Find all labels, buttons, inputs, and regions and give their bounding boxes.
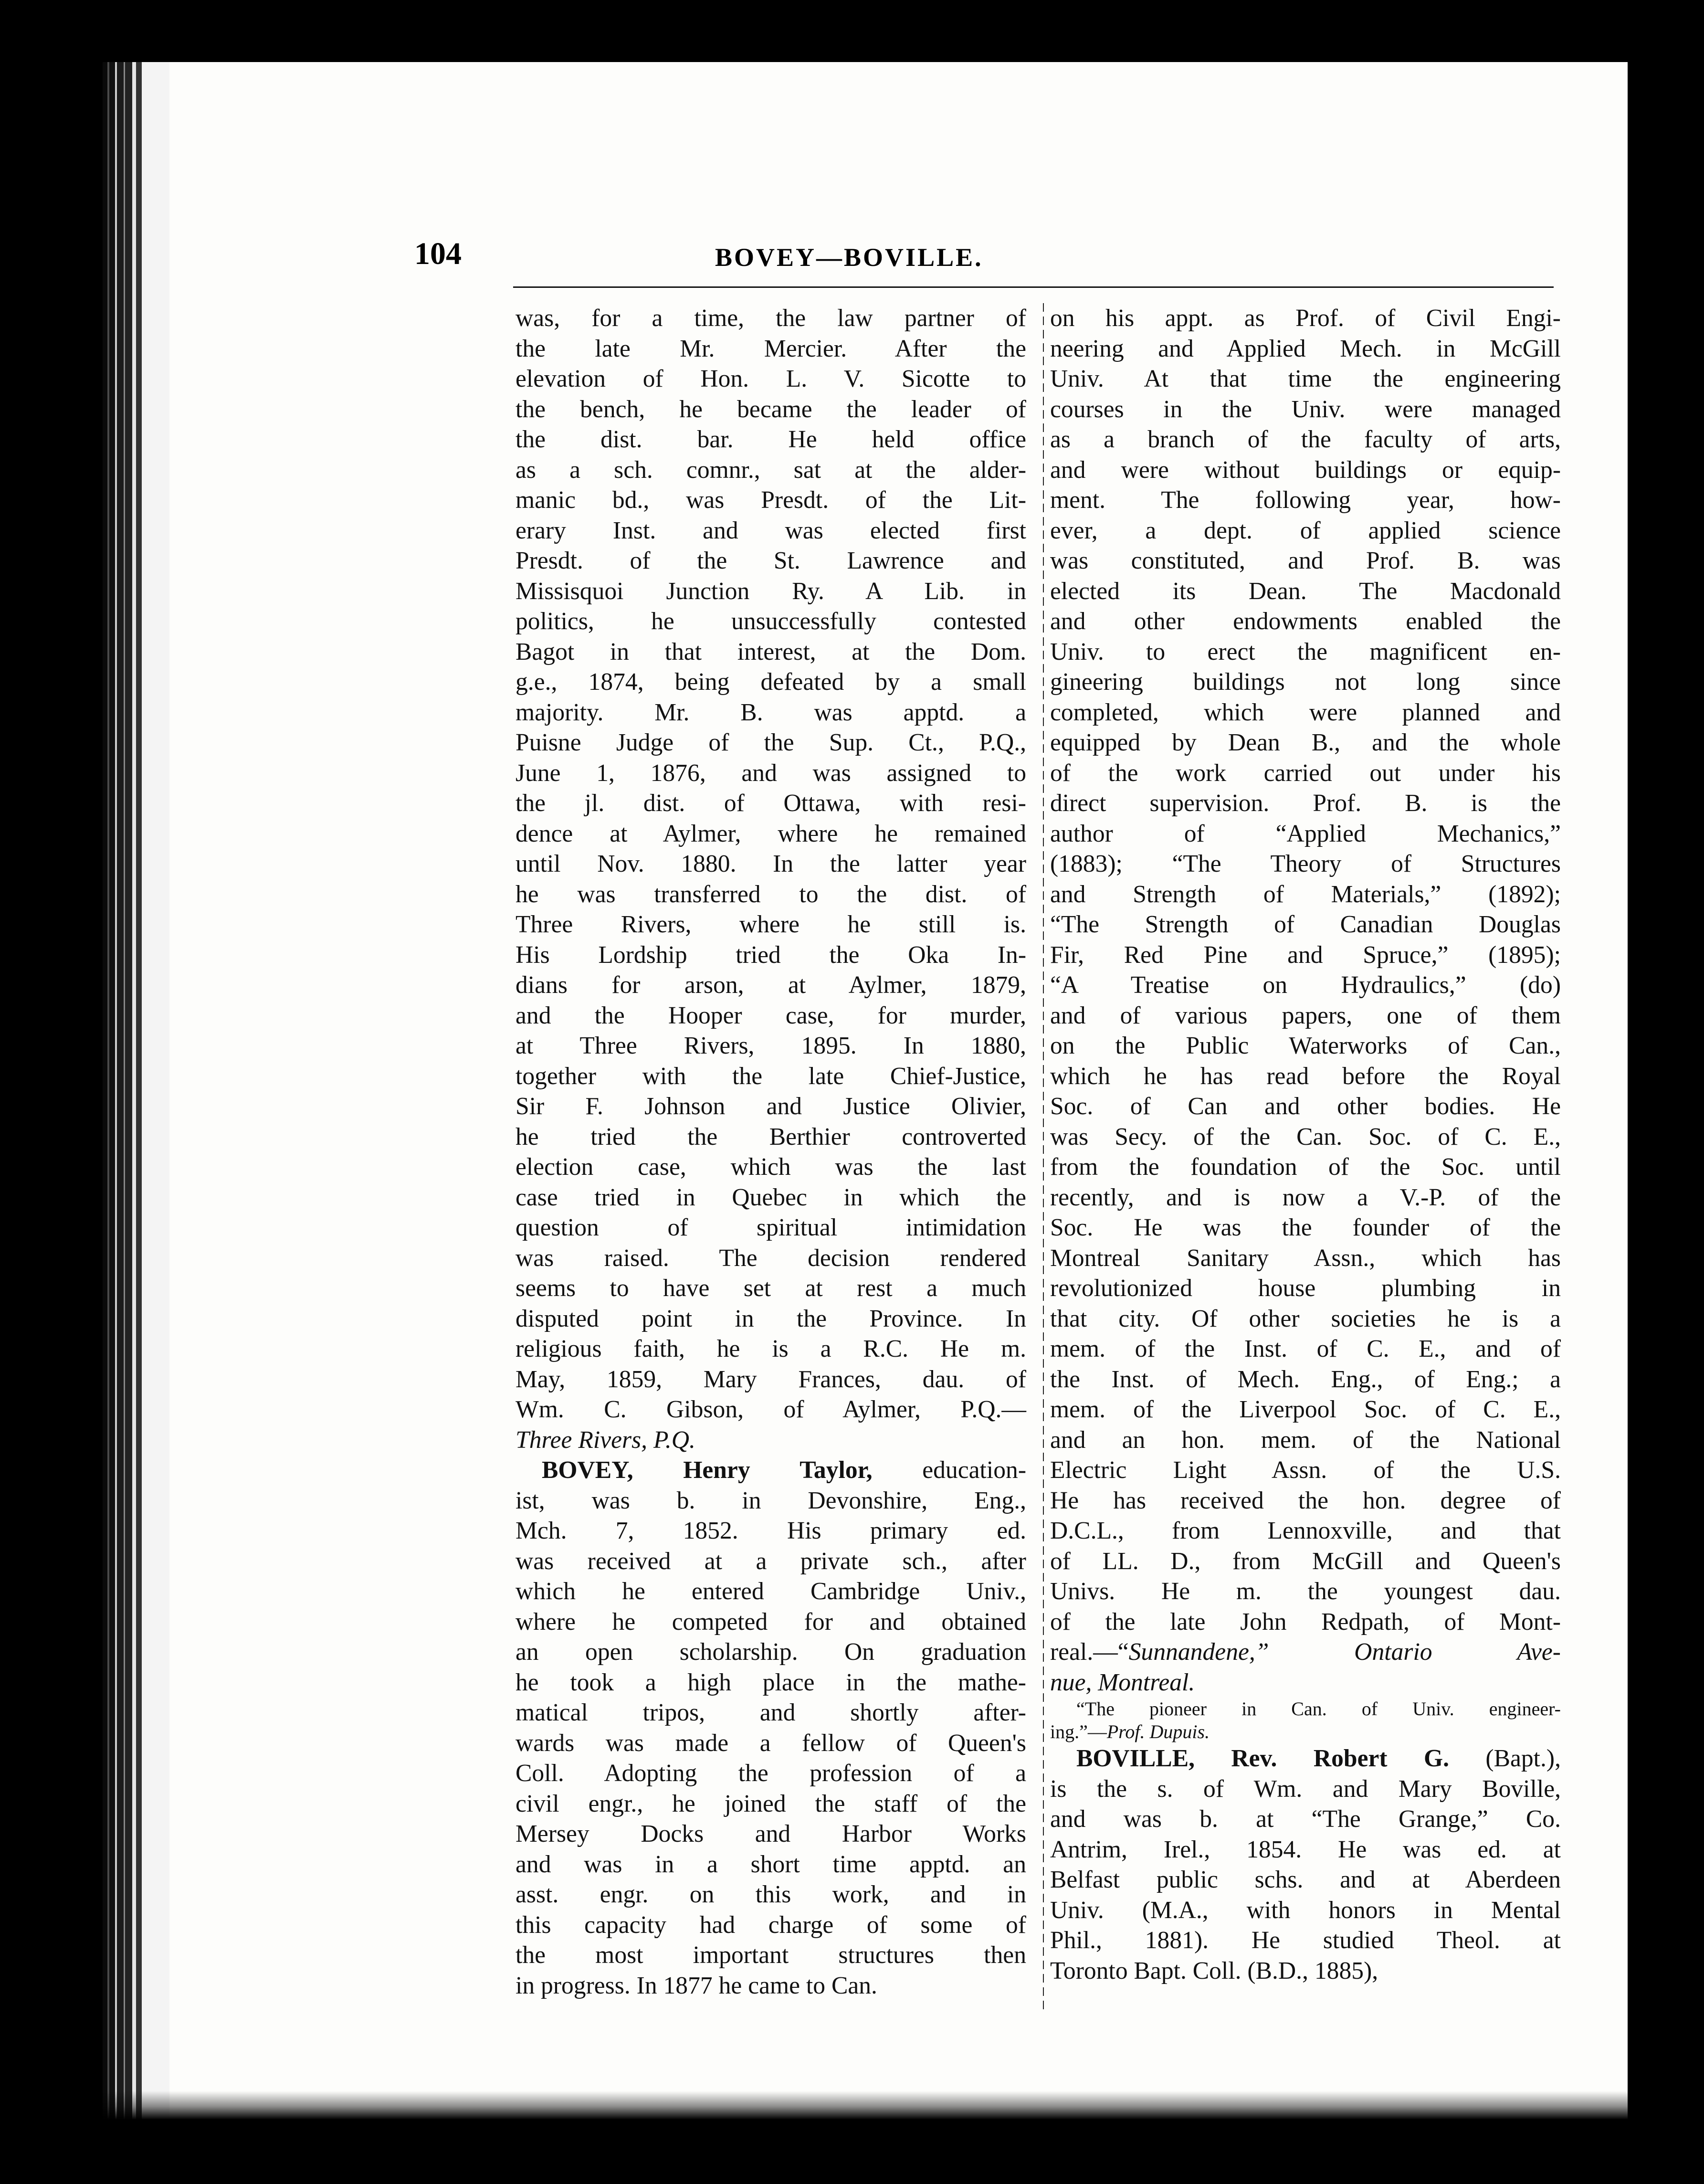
line-text: (1883); “The Theory of Structures [1050,850,1561,877]
entry-name: BOVILLE, Rev. Robert G. [1076,1745,1449,1772]
line-text: that city. Of other societies he is a [1050,1305,1561,1332]
text-line [1050,1637,1561,1667]
line-text: Three Rivers, P.Q. [515,1426,695,1454]
line-text: g.e., 1874, being defeated by a small [515,668,1026,696]
line-text: of the late John Redpath, of Mont- [1050,1608,1561,1635]
text-line [1050,1804,1561,1835]
line-text: Univ. At that time the engineering [1050,365,1561,392]
line-text: Bagot in that interest, at the Dom. [515,638,1026,665]
line-text: Three Rivers, where he still is. [515,911,1026,938]
text-line [1050,667,1561,697]
line-text: ment. The following year, how- [1050,486,1561,514]
line-text: Wm. C. Gibson, of Aylmer, P.Q.— [515,1396,1026,1423]
line-text: an open scholarship. On graduation [515,1638,1026,1666]
text-line [1050,1243,1561,1274]
line-text: equipped by Dean B., and the whole [1050,729,1561,756]
line-text: and was b. at “The Grange,” Co. [1050,1805,1561,1833]
line-text-italic: Prof. Dupuis. [1106,1721,1210,1742]
running-head: BOVEY—BOVILLE. [715,243,983,272]
line-text: Presdt. of the St. Lawrence and [515,547,1026,574]
line-text: Missisquoi Junction Ry. A Lib. in [515,577,1026,605]
text-line [515,1698,1026,1728]
line-text: Puisne Judge of the Sup. Ct., P.Q., [515,729,1026,756]
entry-text: (Bapt.), [1449,1745,1561,1772]
line-text: Montreal Sanitary Assn., which has [1050,1244,1561,1272]
text-line [1050,1061,1561,1092]
line-text: and an hon. mem. of the National [1050,1426,1561,1454]
line-text: mem. of the Liverpool Soc. of C. E., [1050,1396,1561,1423]
line-text: on the Public Waterworks of Can., [1050,1032,1561,1059]
text-line [515,1546,1026,1577]
line-text: of LL. D., from McGill and Queen's [1050,1547,1561,1575]
text-line [515,1425,1026,1456]
text-line [515,1182,1026,1213]
line-text: D.C.L., from Lennoxville, and that [1050,1517,1561,1544]
line-text: and other endowments enabled the [1050,608,1561,635]
line-text: “The Strength of Canadian Douglas [1050,911,1561,938]
line-text: he tried the Berthier controverted [515,1123,1026,1150]
line-text: and were without buildings or equip- [1050,456,1561,484]
text-line [515,1667,1026,1698]
line-text: and Strength of Materials,” (1892); [1050,880,1561,908]
text-line [515,1910,1026,1941]
text-line [515,1879,1026,1910]
text-line [1050,1394,1561,1425]
line-text: ist, was b. in Devonshire, Eng., [515,1487,1026,1514]
line-text: Soc. He was the founder of the [1050,1214,1561,1241]
text-line [515,697,1026,728]
text-line [1050,1455,1561,1486]
line-text: completed, which were planned and [1050,698,1561,726]
line-text: of the work carried out under his [1050,759,1561,787]
line-text: in progress. In 1877 he came to Can. [515,1972,877,1999]
line-text: together with the late Chief-Justice, [515,1062,1026,1090]
line-text-italic: Sunnandene,” Ontario Ave- [1128,1638,1561,1666]
text-line [515,1728,1026,1759]
text-line [1050,455,1561,485]
line-text: ever, a dept. of applied science [1050,517,1561,544]
line-text: which he entered Cambridge Univ., [515,1578,1026,1605]
scan-bottom-edge [103,2091,1628,2120]
line-text: question of spiritual intimidation [515,1214,1026,1241]
book-page [103,62,1628,2120]
line-text: is the s. of Wm. and Mary Boville, [1050,1775,1561,1803]
line-text: was received at a private sch., after [515,1547,1026,1575]
line-text: Univ. (M.A., with honors in Mental [1050,1896,1561,1924]
text-line [515,606,1026,637]
text-line [515,1213,1026,1243]
page-header [414,177,1577,272]
line-text: was Secy. of the Can. Soc. of C. E., [1050,1123,1561,1150]
line-text: Toronto Bapt. Coll. (B.D., 1885), [1050,1957,1378,1984]
text-line [1050,1576,1561,1607]
line-text: Belfast public schs. and at Aberdeen [1050,1866,1561,1893]
text-line [1050,394,1561,425]
line-text: the most important structures then [515,1941,1026,1969]
line-text: Phil., 1881). He studied Theol. at [1050,1927,1561,1954]
text-line [515,394,1026,425]
text-line [515,1122,1026,1152]
text-line [515,637,1026,667]
line-text: gineering buildings not long since [1050,668,1561,696]
text-line [515,303,1026,334]
text-line [1050,1774,1561,1804]
line-text: wards was made a fellow of Queen's [515,1729,1026,1757]
text-line [515,1364,1026,1395]
text-line [1050,940,1561,971]
text-line [515,909,1026,940]
text-line [515,1849,1026,1880]
text-line [515,1152,1026,1182]
text-line [515,1516,1026,1546]
line-text: he was transferred to the dist. of [515,880,1026,908]
text-line [1050,1364,1561,1395]
line-text: Antrim, Irel., 1854. He was ed. at [1050,1836,1561,1863]
text-line [515,1304,1026,1334]
line-text: nue, Montreal. [1050,1668,1195,1696]
text-line [1050,576,1561,607]
line-text: mem. of the Inst. of C. E., and of [1050,1335,1561,1362]
line-text: courses in the Univ. were managed [1050,395,1561,423]
text-line [515,1971,1026,2001]
line-text: disputed point in the Province. In [515,1305,1026,1332]
text-line [515,970,1026,1001]
line-text: as a branch of the faculty of arts, [1050,426,1561,453]
left-column [515,303,1026,2001]
text-line [1050,697,1561,728]
line-text: ing.”— [1050,1721,1107,1742]
text-line [515,788,1026,819]
line-text: neering and Applied Mech. in McGill [1050,335,1561,362]
line-text: from the foundation of the Soc. until [1050,1153,1561,1181]
line-text: elected its Dean. The Macdonald [1050,577,1561,605]
page-number: 104 [414,236,462,271]
line-text: “A Treatise on Hydraulics,” (do) [1050,971,1561,999]
line-text: which he has read before the Royal [1050,1062,1561,1090]
line-text: the dist. bar. He held office [515,426,1026,453]
line-text: Mch. 7, 1852. His primary ed. [515,1517,1026,1544]
line-text: asst. engr. on this work, and in [515,1881,1026,1908]
line-text: dence at Aylmer, where he remained [515,820,1026,847]
line-text: the late Mr. Mercier. After the [515,335,1026,362]
line-text: Mersey Docks and Harbor Works [515,1820,1026,1847]
line-text: the jl. dist. of Ottawa, with resi- [515,790,1026,817]
line-text: manic bd., was Presdt. of the Lit- [515,486,1026,514]
text-line [1050,788,1561,819]
line-text: religious faith, he is a R.C. He m. [515,1335,1026,1362]
text-line [1050,1334,1561,1364]
text-line [1050,1865,1561,1895]
line-text: seems to have set at rest a much [515,1275,1026,1302]
text-line [1050,303,1561,334]
text-line [1050,1835,1561,1865]
text-line [1050,606,1561,637]
text-line [1050,1425,1561,1456]
line-text: civil engr., he joined the staff of the [515,1790,1026,1817]
text-line [515,849,1026,879]
text-line [515,879,1026,910]
text-line [515,364,1026,394]
text-line [515,1637,1026,1667]
line-text: was constituted, and Prof. B. was [1050,547,1561,574]
text-line [515,1940,1026,1971]
text-line [1050,758,1561,789]
line-text: the bench, he became the leader of [515,395,1026,423]
text-line [515,1061,1026,1092]
line-text: Univs. He m. the youngest dau. [1050,1578,1561,1605]
line-text: He has received the hon. degree of [1050,1487,1561,1514]
text-line [1050,1956,1561,1986]
text-line [1050,1720,1561,1743]
line-text: election case, which was the last [515,1153,1026,1181]
text-line [515,1607,1026,1637]
text-line [515,728,1026,758]
text-line [515,1091,1026,1122]
line-text: June 1, 1876, and was assigned to [515,759,1026,787]
line-text: this capacity had charge of some of [515,1911,1026,1939]
line-text: he took a high place in the mathe- [515,1668,1026,1696]
column-divider [1043,303,1044,2012]
text-line [515,334,1026,364]
entry-name: BOVEY, Henry Taylor, [542,1456,873,1484]
text-line [515,516,1026,546]
line-text: politics, he unsuccessfully contested [515,608,1026,635]
text-line [1050,1925,1561,1956]
line-text: Coll. Adopting the profession of a [515,1760,1026,1787]
line-text: elevation of Hon. L. V. Sicotte to [515,365,1026,392]
text-line [515,1243,1026,1274]
text-line [1050,879,1561,910]
text-line [1050,334,1561,364]
text-line [1050,849,1561,879]
right-column [1050,303,1561,1986]
text-line [1050,1895,1561,1926]
line-text: until Nov. 1880. In the latter year [515,850,1026,877]
text-line [515,1334,1026,1364]
text-line [515,667,1026,697]
text-line [515,1273,1026,1304]
text-line [1050,485,1561,516]
text-line [1050,728,1561,758]
text-line [1050,1304,1561,1334]
line-text: matical tripos, and shortly after- [515,1699,1026,1726]
line-text: dians for arson, at Aylmer, 1879, [515,971,1026,999]
text-line [515,1394,1026,1425]
line-text: on his appt. as Prof. of Civil Engi- [1050,305,1561,332]
line-text: Electric Light Assn. of the U.S. [1050,1456,1561,1484]
text-line [1050,1213,1561,1243]
text-line [1050,1698,1561,1720]
text-line [1050,1273,1561,1304]
text-line [1050,1152,1561,1182]
line-text: “The pioneer in Can. of Univ. engineer- [1076,1698,1561,1720]
line-text: revolutionized house plumbing in [1050,1275,1561,1302]
line-text: and was in a short time apptd. an [515,1850,1026,1878]
text-line [1050,1091,1561,1122]
line-text: Fir, Red Pine and Spruce,” (1895); [1050,941,1561,969]
text-line [1050,970,1561,1001]
text-line [515,546,1026,576]
line-text: May, 1859, Mary Frances, dau. of [515,1365,1026,1393]
line-text: His Lordship tried the Oka In- [515,941,1026,969]
text-line [1050,819,1561,849]
text-line [515,455,1026,485]
text-line [1050,516,1561,546]
line-text: recently, and is now a V.-P. of the [1050,1183,1561,1211]
text-line [515,1789,1026,1819]
text-line [1050,364,1561,394]
text-line [515,1758,1026,1789]
text-line [1050,1486,1561,1516]
text-line [1050,1182,1561,1213]
binding-shadow [103,62,169,2120]
text-line [1050,424,1561,455]
line-text: was raised. The decision rendered [515,1244,1026,1272]
line-text: Univ. to erect the magnificent en- [1050,638,1561,665]
line-text: majority. Mr. B. was apptd. a [515,698,1026,726]
text-line [1050,1122,1561,1152]
text-line [515,1576,1026,1607]
line-text: Sir F. Johnson and Justice Olivier, [515,1093,1026,1120]
text-line [1050,1546,1561,1577]
line-text: and of various papers, one of them [1050,1002,1561,1029]
line-text: where he competed for and obtained [515,1608,1026,1635]
line-text: erary Inst. and was elected first [515,517,1026,544]
line-text: as a sch. comnr., sat at the alder- [515,456,1026,484]
text-line [515,576,1026,607]
text-line [515,1001,1026,1031]
text-line [1050,637,1561,667]
text-line [515,819,1026,849]
line-text: direct supervision. Prof. B. is the [1050,790,1561,817]
text-line [515,485,1026,516]
text-line [1050,1607,1561,1637]
text-line [515,940,1026,971]
header-rule [513,286,1554,288]
line-text: case tried in Quebec in which the [515,1183,1026,1211]
text-line [515,758,1026,789]
line-text: at Three Rivers, 1895. In 1880, [515,1032,1026,1059]
text-line [515,1819,1026,1849]
text-line [1050,1516,1561,1546]
text-line [1050,546,1561,576]
line-text: Soc. of Can and other bodies. He [1050,1093,1561,1120]
text-line [1050,1001,1561,1031]
line-text: and the Hooper case, for murder, [515,1002,1026,1029]
entry-text: education- [872,1456,1026,1484]
text-line [1050,1667,1561,1698]
text-line [515,1455,1026,1486]
line-text: author of “Applied Mechanics,” [1050,820,1561,847]
line-text: the Inst. of Mech. Eng., of Eng.; a [1050,1365,1561,1393]
text-line [1050,1031,1561,1061]
line-text: was, for a time, the law partner of [515,305,1026,332]
text-line [1050,909,1561,940]
line-text: real.—“ [1050,1638,1129,1666]
text-line [1050,1743,1561,1774]
text-line [515,424,1026,455]
text-line [515,1486,1026,1516]
text-line [515,1031,1026,1061]
